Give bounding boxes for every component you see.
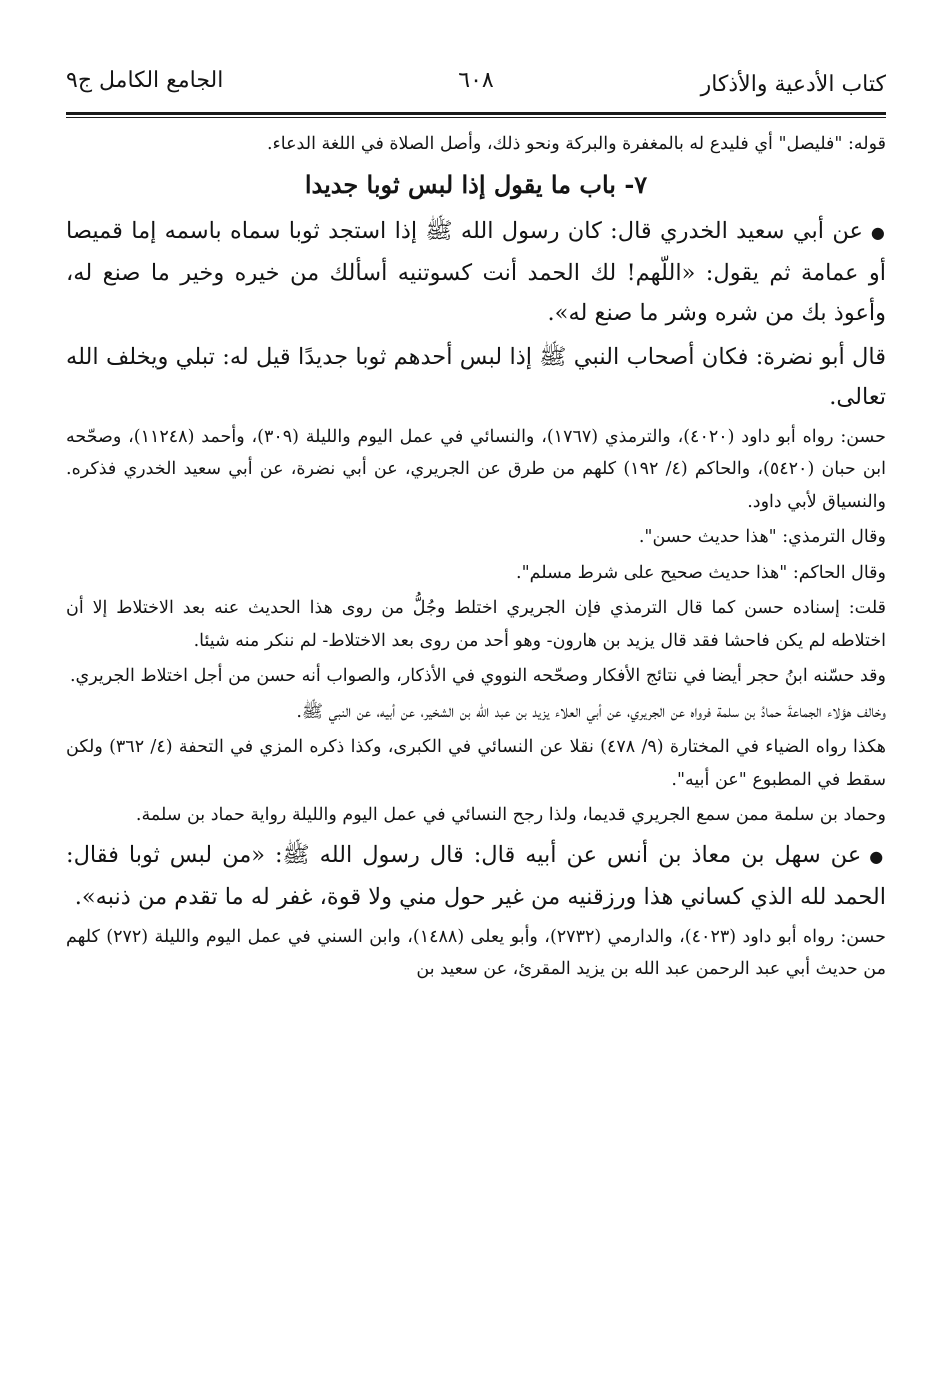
note-1-hammad: وخالف هؤلاء الجماعةَ حمادُ بن سلمة فرواه عن الجريري، عن أبي العلاء يزيد بن عبد الله بن الشخير، عن أبيه، عن النبي ﷺ.	[296, 701, 886, 722]
page-number: ٦٠٨	[458, 68, 494, 93]
hadith-2	[66, 835, 886, 917]
hadith-2-text: عن سهل بن معاذ بن أنس عن أبيه قال: قال رسول الله ﷺ: «من لبس ثوبا فقال: الحمد لله الذي كساني هذا ورزقنيه من غير حول مني ولا قوة، غفر له ما تقدم من ذنبه».	[66, 841, 886, 910]
page-header	[66, 60, 886, 112]
series-title: الجامع الكامل ج٩	[66, 68, 224, 93]
bullet-icon: ●	[870, 222, 886, 242]
note-1-comment: قلت: إسناده حسن كما قال الترمذي فإن الجريري اختلط وجُلُّ من روى هذا الحديث عنه بعد الاختلاط إلا أن اختلاطه لم يكن فاحشا فقد قال يزيد بن هارون- وهو أحد من روى بعد الاختلاط- لم ننكر منه شيئا.	[66, 598, 886, 651]
hadith-1-text: عن أبي سعيد الخدري قال: كان رسول الله ﷺ إذا استجد ثوبا سماه باسمه إما قميصا أو عمامة ثم يقول: «اللّهم! لك الحمد أنت كسوتنيه أسألك من خيره وخير ما صنع له، وأعوذ بك من شره وشر ما صنع له».	[66, 217, 886, 326]
note-1-ibn-hajar: وقد حسّنه ابنُ حجر أيضا في نتائج الأفكار وصحّحه النووي في الأذكار، والصواب أنه حسن من أجل اختلاط الجريري.	[69, 666, 886, 686]
note-1-diya: هكذا رواه الضياء في المختارة (٩/ ٤٧٨) نقلا عن النسائي في الكبرى، وكذا ذكره المزي في التحفة (٤/ ٣٦٢) ولكن سقط في المطبوع "عن أبيه".	[66, 737, 886, 790]
book-title: كتاب الأدعية والأذكار	[700, 72, 886, 97]
note-1-hakim: وقال الحاكم: "هذا حديث صحيح على شرط مسلم".	[516, 562, 886, 583]
hadith-1-addition: قال أبو نضرة: فكان أصحاب النبي ﷺ إذا لبس أحدهم ثوبا جديدًا قيل له: تبلي ويخلف الله تعالى.	[66, 343, 886, 410]
chapter-title: ٧- باب ما يقول إذا لبس ثوبا جديدا	[304, 169, 648, 199]
note-2-takhrij: حسن: رواه أبو داود (٤٠٢٣)، والدارمي (٢٧٣٢)، وأبو يعلى (١٤٨٨)، وابن السني في عمل اليوم والليلة (٢٧٢) كلهم من حديث أبي عبد الرحمن عبد الله بن يزيد المقرئ، عن سعيد بن	[66, 926, 886, 979]
bullet-icon: ●	[869, 846, 886, 866]
intro-note: قوله: "فليصل" أي فليدع له بالمغفرة والبركة ونحو ذلك، وأصل الصلاة في اللغة الدعاء.	[266, 134, 886, 154]
note-1-tirmidhi: وقال الترمذي: "هذا حديث حسن".	[638, 527, 886, 547]
header-rule	[66, 112, 886, 118]
hadith-1	[66, 211, 886, 333]
note-1-takhrij: حسن: رواه أبو داود (٤٠٢٠)، والترمذي (١٧٦٧)، والنسائي في عمل اليوم والليلة (٣٠٩)، وأحمد (١١٢٤٨)، وصحّحه ابن حبان (٥٤٢٠)، والحاكم (٤/ ١٩٢) كلهم من طرق عن الجريري، عن أبي نضرة، عن أبي سعيد الخدري فذكره. والنسياق لأبي داود.	[66, 426, 886, 512]
note-1-nasai: وحماد بن سلمة ممن سمع الجريري قديما، ولذا رجح النسائي في عمل اليوم والليلة رواية حماد بن سلمة.	[135, 805, 886, 825]
